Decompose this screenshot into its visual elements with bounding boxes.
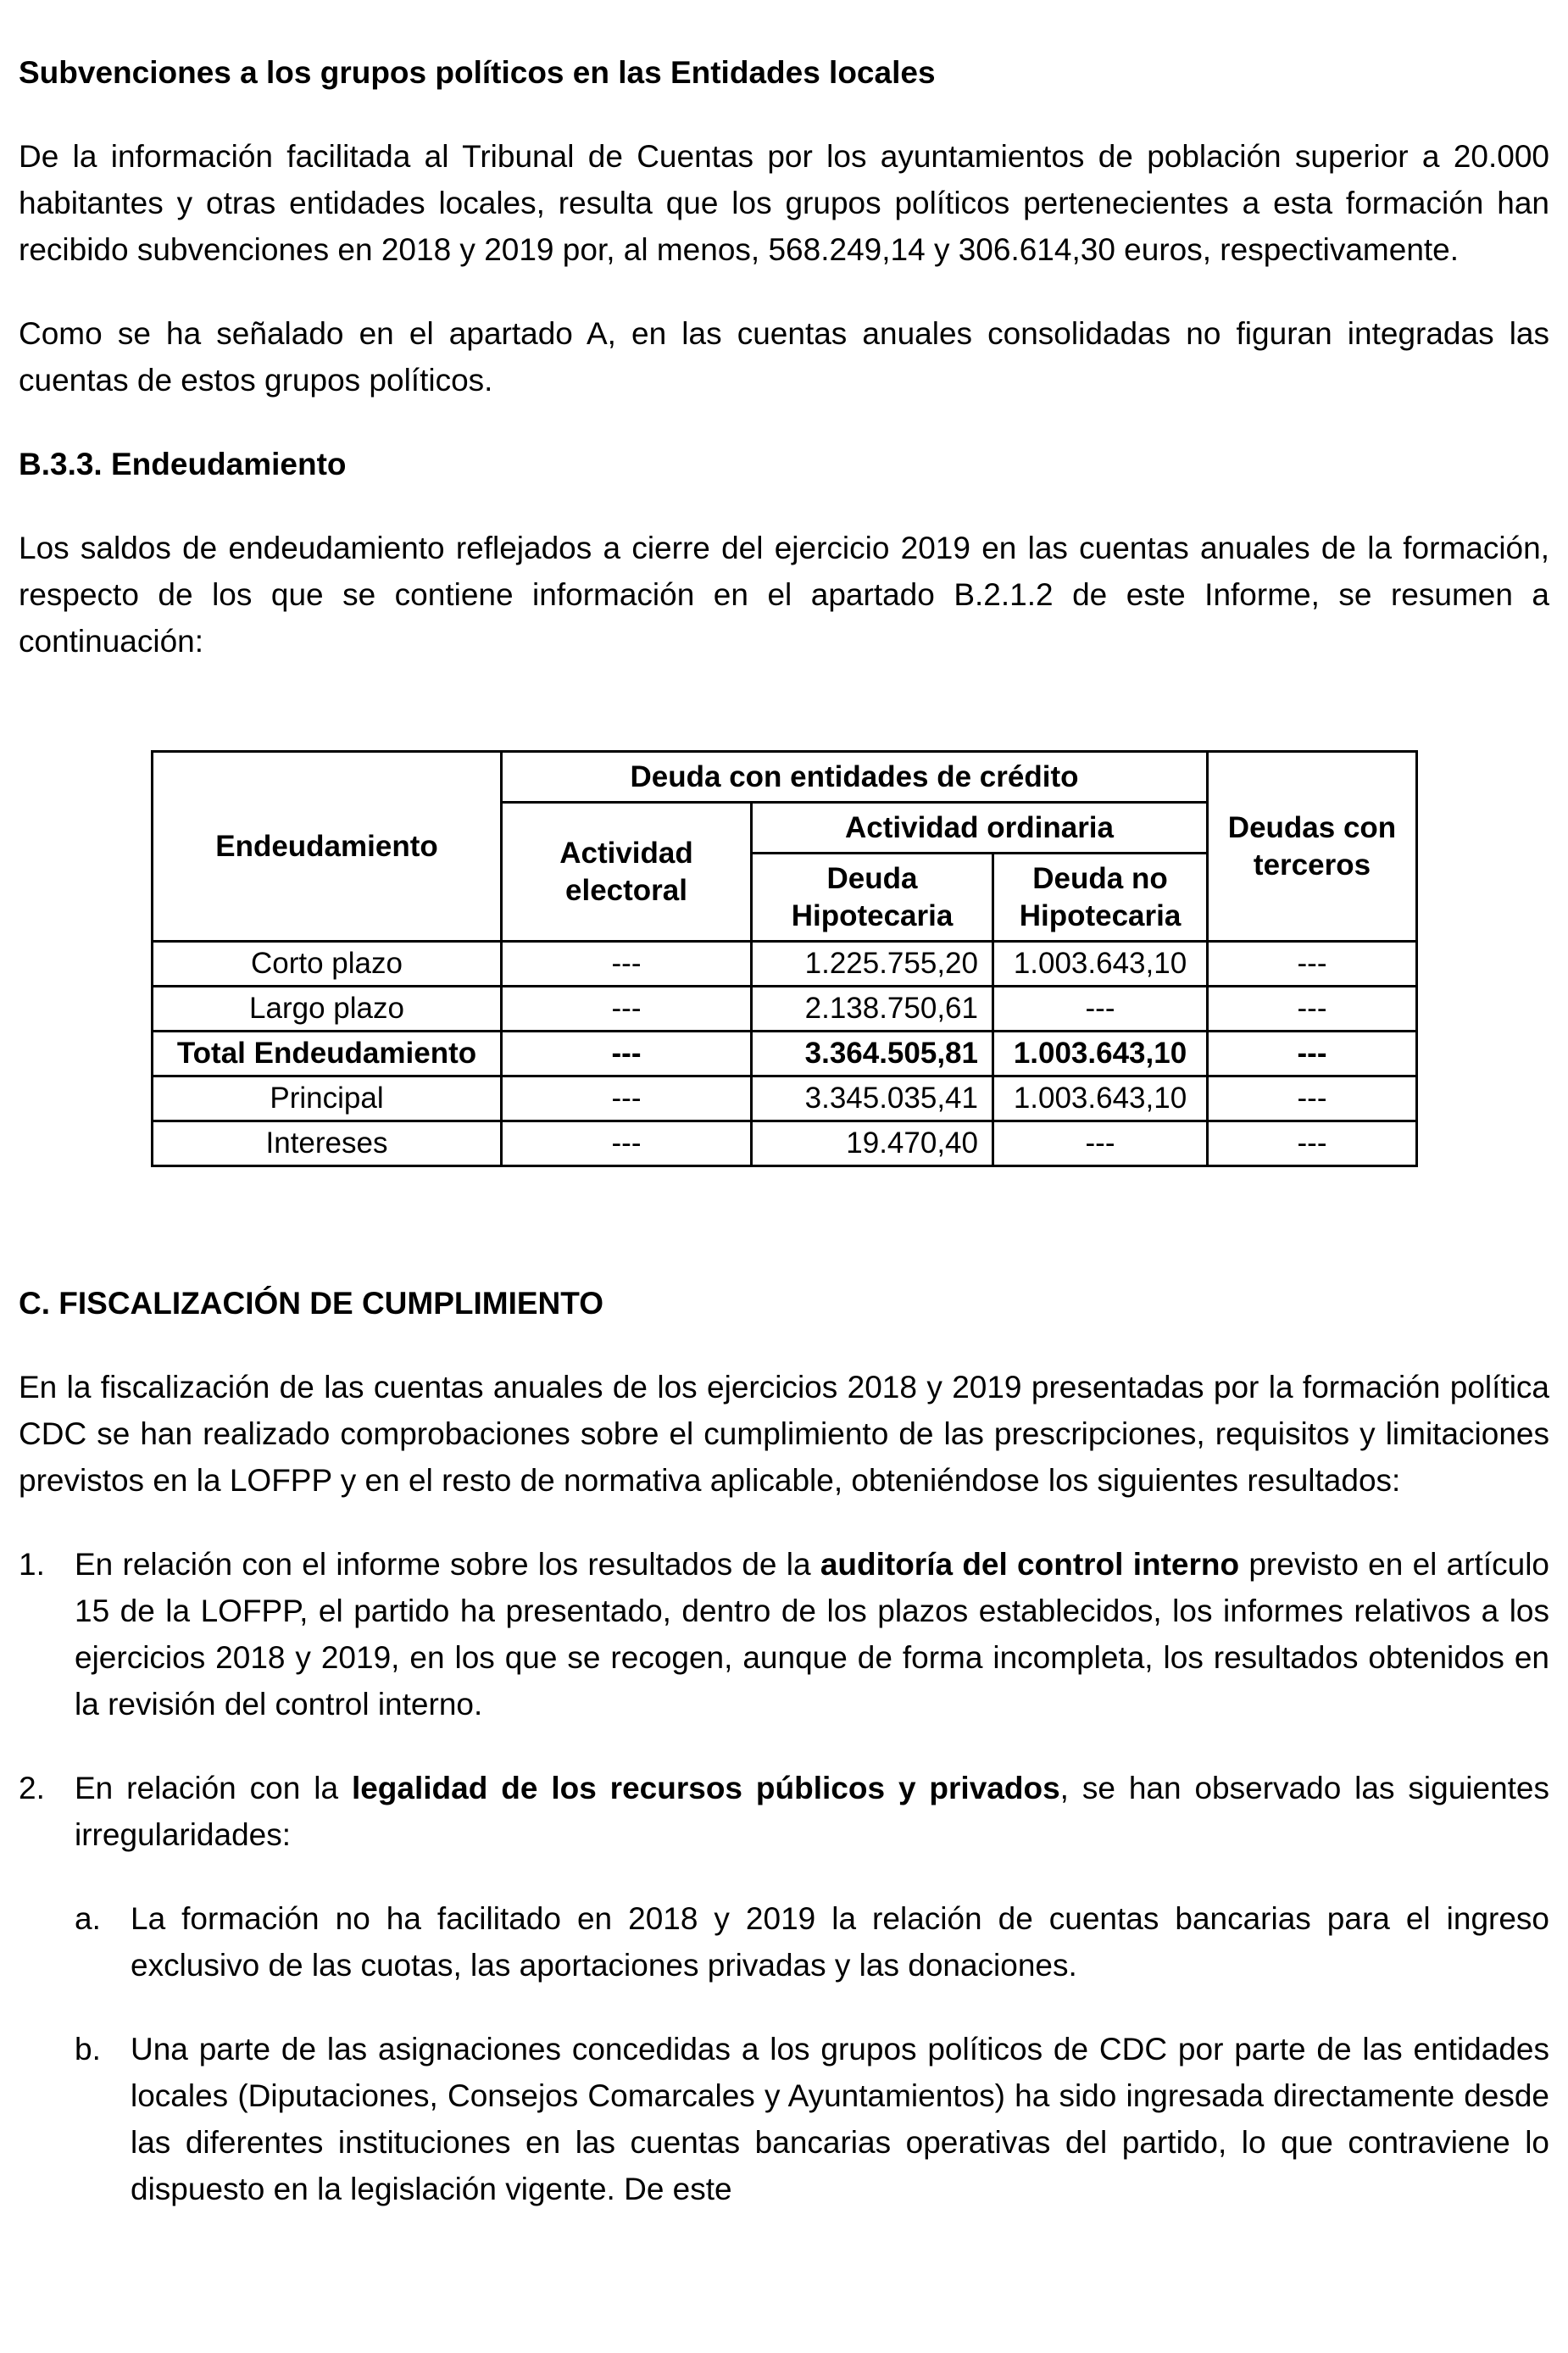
item2-text-pre: En relación con la — [75, 1771, 352, 1805]
list-item — [75, 2026, 1549, 2212]
item2-text-bold: legalidad de los recursos públicos y privados — [351, 1771, 1060, 1805]
sub-item-a-text: La formación no ha facilitado en 2018 y 2019 la relación de cuentas bancarias para el ingreso exclusivo de las cuotas, las aportaciones privadas y las donaciones. — [131, 1901, 1549, 1983]
cell-hipotecaria: 3.345.035,41 — [752, 1076, 993, 1121]
list-item — [75, 1895, 1549, 1989]
section-heading-subvenciones: Subvenciones a los grupos políticos en las Entidades locales — [19, 55, 936, 90]
document-page — [19, 49, 1549, 665]
list-marker: b. — [75, 2032, 101, 2067]
cell-electoral: --- — [502, 1076, 752, 1121]
header-deudas-terceros: Deudas con terceros — [1208, 752, 1417, 942]
cell-electoral: --- — [502, 1121, 752, 1166]
table-row — [153, 1121, 1417, 1166]
header-deuda-no-hipotecaria: Deuda no Hipotecaria — [993, 854, 1208, 942]
list-item — [19, 1765, 1549, 1858]
section-heading-fiscalizacion: C. FISCALIZACIÓN DE CUMPLIMIENTO — [19, 1286, 603, 1321]
paragraph-cuentas-consolidadas: Como se ha señalado en el apartado A, en las cuentas anuales consolidadas no figuran integradas las cuentas de estos grupos políticos. — [19, 316, 1549, 398]
cell-no-hipotecaria: 1.003.643,10 — [993, 1076, 1208, 1121]
paragraph-fiscalizacion: En la fiscalización de las cuentas anuales de los ejercicios 2018 y 2019 presentadas por la formación política CDC se han realizado comprobaciones sobre el cumplimiento de las prescripciones, requisitos y limitaciones previstos en la LOFPP y en el resto de normativa aplicable, obteniéndose los siguientes resultados: — [19, 1370, 1549, 1498]
cell-no-hipotecaria: --- — [993, 987, 1208, 1032]
cell-electoral: --- — [502, 987, 752, 1032]
header-endeudamiento: Endeudamiento — [153, 752, 502, 942]
row-label: Total Endeudamiento — [153, 1032, 502, 1076]
cell-no-hipotecaria: 1.003.643,10 — [993, 942, 1208, 987]
cell-no-hipotecaria: 1.003.643,10 — [993, 1032, 1208, 1076]
list-marker: a. — [75, 1901, 101, 1936]
debt-table — [151, 750, 1418, 1167]
table-row — [153, 942, 1417, 987]
sub-item-b-text: Una parte de las asignaciones concedidas a los grupos políticos de CDC por parte de las entidades locales (Diputaciones, Consejos Comarcales y Ayuntamientos) ha sido ingresada directamente desde las diferentes instituciones en las cuentas bancarias operativas del partido, lo que contraviene lo dispuesto en la legislación vigente. De este — [131, 2032, 1549, 2206]
paragraph-endeudamiento: Los saldos de endeudamiento reflejados a cierre del ejercicio 2019 en las cuentas anuales de la formación, respecto de los que se contiene información en el apartado B.2.1.2 de este Informe, se resumen a continuación: — [19, 531, 1549, 659]
cell-electoral: --- — [502, 942, 752, 987]
table-row — [153, 1076, 1417, 1121]
cell-hipotecaria: 1.225.755,20 — [752, 942, 993, 987]
cell-hipotecaria: 3.364.505,81 — [752, 1032, 993, 1076]
item2-text-post: , se han observado las siguientes irregularidades: — [75, 1771, 1550, 1852]
cell-electoral: --- — [502, 1032, 752, 1076]
header-actividad-ordinaria: Actividad ordinaria — [752, 803, 1208, 854]
section-heading-endeudamiento: B.3.3. Endeudamiento — [19, 447, 347, 481]
header-deuda-credito: Deuda con entidades de crédito — [502, 752, 1208, 803]
paragraph-subvenciones: De la información facilitada al Tribunal de Cuentas por los ayuntamientos de población superior a 20.000 habitantes y otras entidades locales, resulta que los grupos políticos pertenecientes a esta formación han recibido subvenciones en 2018 y 2019 por, al menos, 568.249,14 y 306.614,30 euros, respectivamente. — [19, 139, 1549, 267]
item1-text-post: previsto en el artículo 15 de la LOFPP, el partido ha presentado, dentro de los plazos establecidos, los informes relativos a los ejercicios 2018 y 2019, en los que se recogen, aunque de forma incompleta, los resultados obtenidos en la revisión del control interno. — [75, 1547, 1549, 1722]
header-actividad-electoral: Actividad electoral — [502, 803, 752, 942]
cell-terceros: --- — [1208, 1121, 1417, 1166]
table-row — [153, 987, 1417, 1032]
row-label: Corto plazo — [153, 942, 502, 987]
cell-hipotecaria: 2.138.750,61 — [752, 987, 993, 1032]
debt-table-wrapper — [151, 750, 1415, 1167]
item1-text-bold: auditoría del control interno — [820, 1547, 1240, 1582]
row-label: Intereses — [153, 1121, 502, 1166]
cell-no-hipotecaria: --- — [993, 1121, 1208, 1166]
cell-terceros: --- — [1208, 1032, 1417, 1076]
cell-hipotecaria: 19.470,40 — [752, 1121, 993, 1166]
list-marker: 1. — [19, 1547, 45, 1582]
item1-text-pre: En relación con el informe sobre los resultados de la — [75, 1547, 820, 1582]
cell-terceros: --- — [1208, 942, 1417, 987]
list-marker: 2. — [19, 1771, 45, 1805]
header-deuda-hipotecaria: Deuda Hipotecaria — [752, 854, 993, 942]
row-label: Principal — [153, 1076, 502, 1121]
section-fiscalizacion — [19, 1280, 1549, 2212]
list-item — [19, 1541, 1549, 1727]
cell-terceros: --- — [1208, 1076, 1417, 1121]
table-row-total — [153, 1032, 1417, 1076]
cell-terceros: --- — [1208, 987, 1417, 1032]
row-label: Largo plazo — [153, 987, 502, 1032]
